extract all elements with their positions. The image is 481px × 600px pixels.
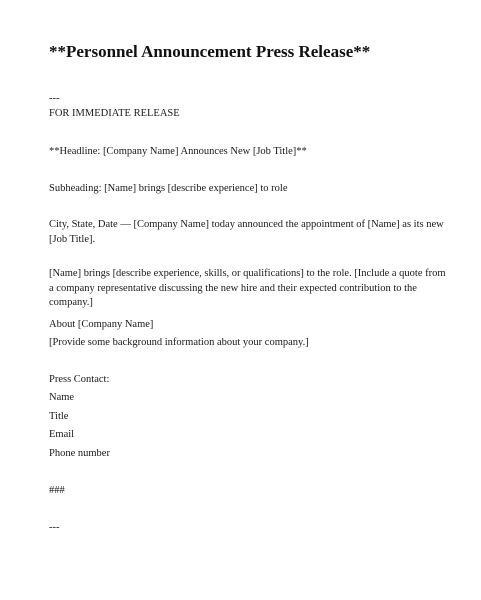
document-title: **Personnel Announcement Press Release** [49,42,371,61]
about-heading: About [Company Name] [49,319,154,330]
intro-paragraph: City, State, Date — [Company Name] today announced the appointment of [Name] as its new [Job Title]. [49,219,444,245]
headline: **Headline: [Company Name] Announces New [Job Title]** [49,146,307,157]
press-contact-heading: Press Contact: [49,374,110,385]
press-contact-title: Title [49,411,69,422]
separator-bottom: --- [49,522,60,533]
body-paragraph: [Name] brings [describe experience, skills, or qualifications] to the role. [Include a quote from a company representative discussing the new hire and their expected contribution to the company.] [49,268,446,308]
end-marker: ### [49,485,65,496]
press-contact-name: Name [49,392,75,403]
subheading: Subheading: [Name] brings [describe experience] to role [49,183,288,194]
about-text: [Provide some background information about your company.] [49,337,309,348]
separator-top: --- [49,93,60,104]
press-contact-email: Email [49,429,75,440]
release-label: FOR IMMEDIATE RELEASE [49,108,180,119]
press-contact-phone: Phone number [49,448,110,459]
